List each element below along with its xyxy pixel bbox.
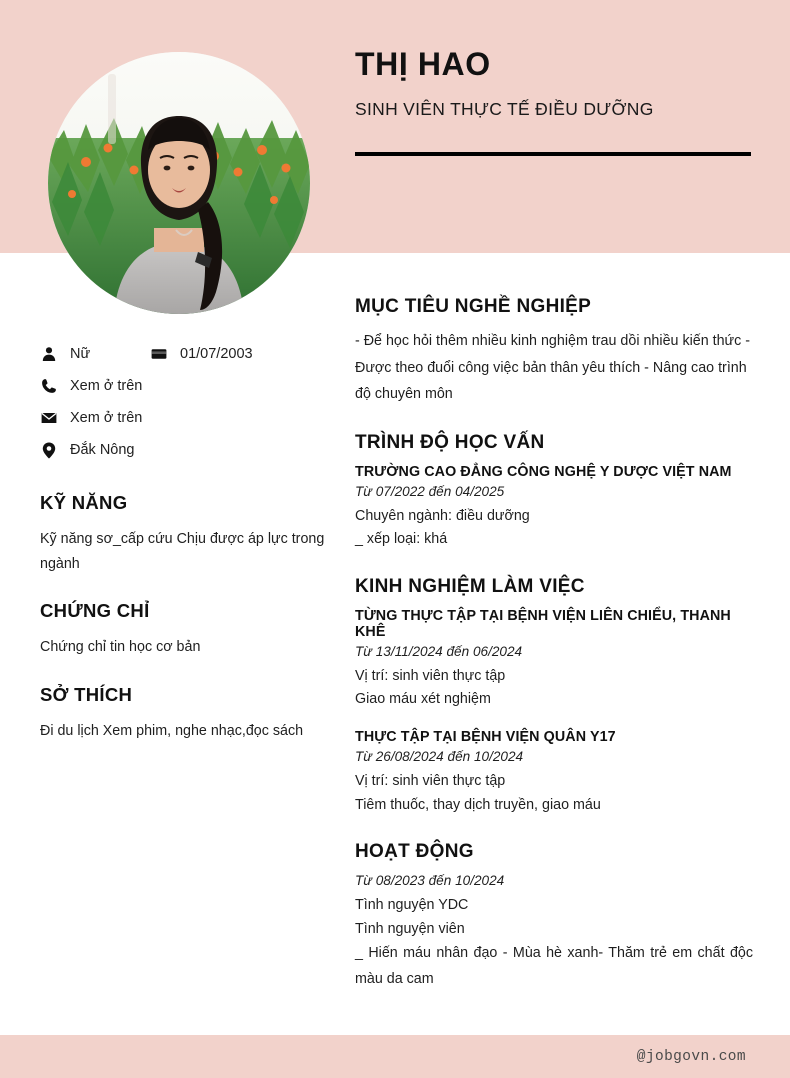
section-hobbies [40, 684, 325, 744]
section-education [355, 432, 753, 552]
footer-band [0, 1035, 790, 1078]
experience-entry [355, 729, 753, 817]
objective-body: - Để học hỏi thêm nhiều kinh nghiệm trau dồi nhiều kiến thức - Được theo đuổi công việc bản thân yêu thích - Nâng cao trình độ chuyên môn [355, 333, 751, 403]
contact-phone [40, 378, 142, 395]
main-column [355, 296, 753, 992]
contact-birthdate [150, 346, 253, 363]
birthdate-value: 01/07/2003 [180, 346, 253, 362]
education-date: Từ 07/2022 đến 04/2025 [355, 483, 505, 499]
education-org: TRƯỜNG CAO ĐẲNG CÔNG NGHỆ Y DƯỢC VIỆT NAM [355, 463, 732, 480]
envelope-icon [40, 410, 57, 427]
hobbies-heading: SỞ THÍCH [40, 683, 133, 705]
header-text-group [355, 46, 755, 156]
skills-body: Kỹ năng sơ_cấp cứu Chịu được áp lực trong ngành [40, 531, 325, 572]
header-divider [355, 152, 751, 156]
footer-watermark: @jobgovn.com [636, 1048, 746, 1065]
contact-row [40, 338, 325, 370]
experience-entry [355, 608, 753, 712]
person-icon [40, 346, 57, 363]
education-detail: Chuyên ngành: điều dưỡng [355, 507, 530, 524]
contact-location [40, 442, 134, 459]
activities-heading: HOẠT ĐỘNG [355, 841, 474, 863]
education-detail: _ xếp loại: khá [355, 531, 448, 548]
phone-icon [40, 378, 57, 395]
location-value: Đắk Nông [70, 442, 135, 458]
gender-value: Nữ [70, 346, 91, 362]
certificates-body: Chứng chỉ tin học cơ bản [40, 639, 201, 656]
candidate-job-title: SINH VIÊN THỰC TẾ ĐIỀU DƯỠNG [355, 98, 654, 119]
sidebar-column [40, 338, 325, 743]
section-certificates [40, 600, 325, 660]
experience-org: TỪNG THỰC TẬP TẠI BỆNH VIỆN LIÊN CHIỂU, THANH KHÊ [355, 607, 731, 640]
activities-date: Từ 08/2023 đến 10/2024 [355, 873, 505, 889]
contact-row [40, 434, 325, 466]
contact-row [40, 370, 325, 402]
contact-email [40, 410, 142, 427]
contact-row [40, 402, 325, 434]
education-heading: TRÌNH ĐỘ HỌC VẤN [355, 431, 545, 453]
experience-detail: Vị trí: sinh viên thực tập [355, 773, 506, 790]
activities-detail: Tình nguyện YDC [355, 897, 469, 914]
certificates-heading: CHỨNG CHỈ [40, 600, 150, 622]
contact-gender [40, 346, 150, 363]
experience-date: Từ 13/11/2024 đến 06/2024 [355, 643, 523, 659]
activities-entry [355, 873, 753, 992]
education-entry [355, 464, 753, 552]
experience-detail: Vị trí: sinh viên thực tập [355, 667, 506, 684]
section-experience [355, 576, 753, 818]
contact-list [40, 338, 325, 466]
location-pin-icon [40, 442, 57, 459]
experience-detail: Tiêm thuốc, thay dịch truyền, giao máu [355, 796, 601, 813]
experience-org: THỰC TẬP TẠI BỆNH VIỆN QUÂN Y17 [355, 729, 616, 746]
skills-heading: KỸ NĂNG [40, 492, 128, 513]
phone-value: Xem ở trên [70, 378, 143, 394]
hobbies-body: Đi du lịch Xem phim, nghe nhạc,đọc sách [40, 722, 304, 739]
experience-heading: KINH NGHIỆM LÀM VIỆC [355, 575, 585, 597]
objective-heading: MỤC TIÊU NGHỀ NGHIỆP [355, 296, 592, 317]
section-objective [355, 296, 753, 408]
activities-detail: Tình nguyện viên [355, 920, 465, 937]
email-value: Xem ở trên [70, 410, 143, 426]
experience-date: Từ 26/08/2024 đến 10/2024 [355, 749, 524, 765]
experience-detail: Giao máu xét nghiệm [355, 691, 491, 708]
card-icon [150, 346, 167, 363]
activities-summary: _ Hiến máu nhân đạo - Mùa hè xanh- Thăm trẻ em chất độc màu da cam [355, 945, 753, 987]
section-activities [355, 841, 753, 992]
candidate-name: THỊ HAO [355, 46, 491, 82]
section-skills [40, 492, 325, 576]
profile-photo [48, 52, 310, 314]
